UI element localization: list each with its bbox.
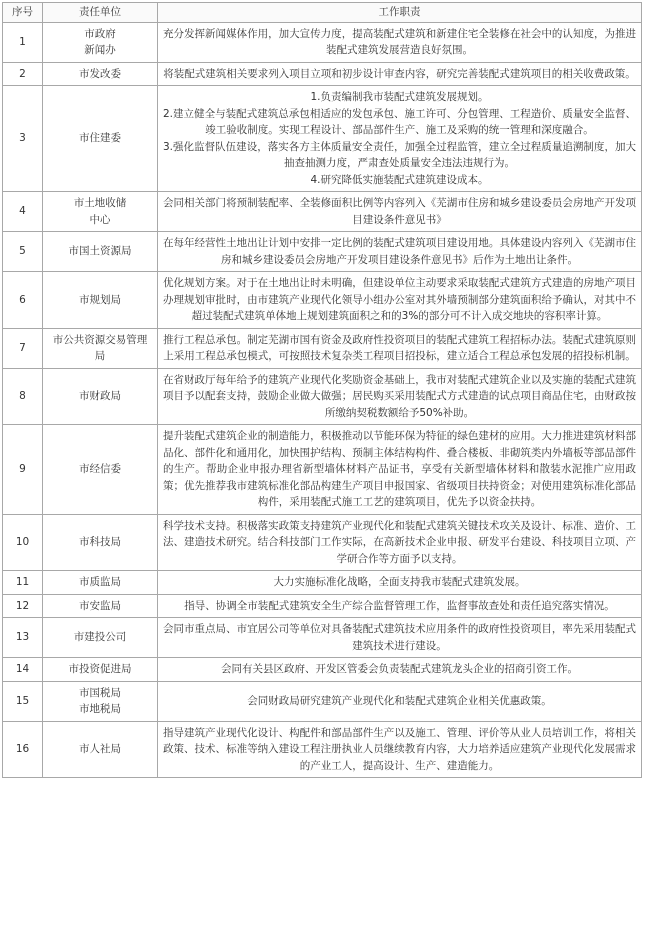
table-row	[3, 658, 642, 682]
duty-paragraph: 会同市重点局、市宜居公司等单位对具备装配式建筑技术应用条件的政府性投资项目，率先采用装配式建筑技术进行建设。	[163, 623, 636, 652]
duty-description	[158, 618, 642, 658]
unit-name-line: 市政府	[84, 27, 116, 40]
table-row	[3, 425, 642, 515]
duty-paragraph: 将装配式建筑相关要求列入项目立项和初步设计审查内容，研究完善装配式建筑项目的相关收费政策。	[163, 67, 636, 80]
serial-number: 8	[3, 368, 43, 425]
table-row	[3, 594, 642, 618]
duty-paragraph: 在省财政厅每年给予的建筑产业现代化奖励资金基础上，我市对装配式建筑企业以及实施的装配式建筑项目予以配套支持，鼓励企业做大做强；居民购买采用装配式方式建造的试点项目商品住宅，由财政按所缴纳契税数额给予50%补助。	[163, 373, 636, 419]
responsible-unit	[43, 618, 158, 658]
duty-paragraph: 推行工程总承包。制定芜湖市国有资金及政府性投资项目的装配式建筑工程招标办法。装配式建筑原则上采用工程总承包模式，可按照技术复杂类工程项目招投标，建立适合工程总承包发展的招投标机制。	[163, 333, 636, 362]
table-row	[3, 328, 642, 368]
responsible-unit	[43, 328, 158, 368]
table-row	[3, 62, 642, 86]
duty-paragraph: 提升装配式建筑企业的制造能力，积极推动以节能环保为特征的绿色建材的应用。大力推进建筑材料部品化、部件化和通用化，加快围护结构、预制主体结构构件、叠合楼板、非砌筑类内外墙板等部品部件的生产。帮助企业申报办理省新型墙体材料产品证书，享受有关新型墙体材料和散装水泥推广应用政策；优先推荐我市建筑标准化部品构建生产项目申报国家、省级项目扶持资金；对使用建筑标准化部品构件，采用装配式施工工艺的建筑项目，优先予以资金扶持。	[163, 430, 636, 508]
responsible-unit	[43, 514, 158, 571]
duty-paragraph: 在每年经营性土地出让计划中安排一定比例的装配式建筑项目建设用地。具体建设内容列入《芜湖市住房和城乡建设委员会房地产开发项目建设条件意见书》后作为土地出让条件。	[163, 237, 636, 266]
serial-number: 14	[3, 658, 43, 682]
responsible-unit	[43, 62, 158, 86]
unit-name-line: 市投资促进局	[68, 663, 132, 675]
table-row	[3, 232, 642, 272]
duty-paragraph: 会同有关县区政府、开发区管委会负责装配式建筑龙头企业的招商引资工作。	[221, 663, 578, 675]
serial-number: 9	[3, 425, 43, 515]
unit-name-line: 市科技局	[79, 536, 121, 548]
duty-paragraph: 2.建立健全与装配式建筑总承包相适应的发包承包、施工许可、分包管理、工程造价、质量安全监督、竣工验收制度。实现工程设计、部品部件生产、施工及采购的统一管理和深度融合。	[163, 107, 636, 136]
duty-paragraph: 会同财政局研究建筑产业现代化和装配式建筑企业相关优惠政策。	[247, 694, 552, 707]
duty-paragraph: 指导建筑产业现代化设计、构配件和部品部件生产以及施工、管理、评价等从业人员培训工作，将相关政策、技术、标准等纳入建设工程注册执业人员继续教育内容，大力培养适应建筑产业现代化发展需求的产业工人，提高设计、生产、建造能力。	[163, 726, 636, 772]
unit-name-line: 市财政局	[79, 390, 121, 402]
table-row	[3, 514, 642, 571]
unit-name-line: 市住建委	[79, 132, 121, 145]
serial-number: 13	[3, 618, 43, 658]
duty-paragraph: 会同相关部门将预制装配率、全装修面积比例等内容列入《芜湖市住房和城乡建设委员会房地产开发项目建设条件意见书》	[163, 197, 636, 226]
serial-number: 4	[3, 192, 43, 232]
table-row	[3, 272, 642, 329]
serial-number: 16	[3, 721, 43, 778]
responsible-unit	[43, 368, 158, 425]
duty-paragraph: 优化规划方案。对于在土地出让时未明确，但建设单位主动要求采取装配式建筑方式建造的房地产项目办理规划审批时，由市建筑产业现代化领导小组办公室对其外墙预制部分建筑面积给予确认，对其中不超过装配式建筑单体地上规划建筑面积之和的3%的部分可不计入成交地块的容积率计算。	[163, 277, 636, 322]
header-duties: 工作职责	[158, 3, 642, 23]
duty-description	[158, 22, 642, 62]
table-row	[3, 368, 642, 425]
duty-description	[158, 86, 642, 192]
table-row	[3, 571, 642, 595]
duty-description	[158, 328, 642, 368]
unit-name-line: 市地税局	[79, 703, 121, 715]
header-serial-number: 序号	[3, 3, 43, 23]
responsible-unit	[43, 594, 158, 618]
responsible-unit	[43, 721, 158, 778]
serial-number: 15	[3, 681, 43, 721]
unit-name-line: 市质监局	[79, 576, 121, 588]
unit-name-line: 市经信委	[79, 463, 121, 475]
responsible-unit	[43, 658, 158, 682]
table-row	[3, 618, 642, 658]
serial-number: 10	[3, 514, 43, 571]
table-row	[3, 22, 642, 62]
responsible-unit	[43, 86, 158, 192]
duty-paragraph: 1.负责编制我市装配式建筑发展规划。	[310, 91, 489, 103]
serial-number: 5	[3, 232, 43, 272]
responsible-unit	[43, 232, 158, 272]
responsibility-table	[2, 2, 642, 778]
unit-name-line: 市规划局	[79, 293, 121, 306]
duty-paragraph: 3.强化监督队伍建设，落实各方主体质量安全责任，加强全过程监管，建立全过程质量追溯制度，加大抽查抽测力度，严肃查处质量安全违法违规行为。	[163, 140, 636, 169]
serial-number: 2	[3, 62, 43, 86]
table-row	[3, 681, 642, 721]
unit-name-line: 市国税局	[79, 686, 121, 699]
duty-paragraph: 充分发挥新闻媒体作用，加大宣传力度，提高装配式建筑和新建住宅全装修在社会中的认知度，为推进装配式建筑发展营造良好氛围。	[163, 27, 636, 56]
serial-number: 6	[3, 272, 43, 329]
unit-name-line: 市建投公司	[73, 631, 127, 644]
unit-name-line: 市人社局	[79, 743, 121, 755]
serial-number: 7	[3, 328, 43, 368]
unit-name-line: 中心	[89, 213, 111, 226]
unit-name-line: 市公共资源交易管理局	[52, 333, 148, 362]
duty-description	[158, 658, 642, 682]
duty-description	[158, 681, 642, 721]
responsible-unit	[43, 192, 158, 232]
unit-name-line: 市土地收储	[73, 197, 127, 209]
duty-paragraph: 指导、协调全市装配式建筑安全生产综合监督管理工作，监督事故查处和责任追究落实情况。	[184, 599, 615, 612]
serial-number: 1	[3, 22, 43, 62]
duty-description	[158, 62, 642, 86]
header-row	[3, 3, 642, 23]
responsible-unit	[43, 22, 158, 62]
duty-description	[158, 571, 642, 595]
duty-description	[158, 272, 642, 329]
serial-number: 11	[3, 571, 43, 595]
duty-description	[158, 368, 642, 425]
serial-number: 12	[3, 594, 43, 618]
duty-description	[158, 192, 642, 232]
duty-description	[158, 425, 642, 515]
unit-name-line: 市国土资源局	[68, 245, 132, 258]
duty-description	[158, 232, 642, 272]
responsible-unit	[43, 571, 158, 595]
duty-paragraph: 科学技术支持。积极落实政策支持建筑产业现代化和装配式建筑关键技术攻关及设计、标准、造价、工法、建造技术研究。结合科技部门工作实际，在高新技术企业申报、研发平台建设、科技项目立项、产学研合作等方面予以支持。	[163, 519, 636, 565]
header-responsible-unit: 责任单位	[43, 3, 158, 23]
unit-name-line: 新闻办	[84, 44, 116, 56]
responsible-unit	[43, 425, 158, 515]
duty-description	[158, 594, 642, 618]
table-row	[3, 86, 642, 192]
unit-name-line: 市发改委	[79, 67, 121, 80]
table-row	[3, 192, 642, 232]
responsible-unit	[43, 272, 158, 329]
serial-number: 3	[3, 86, 43, 192]
table-row	[3, 721, 642, 778]
responsible-unit	[43, 681, 158, 721]
duty-description	[158, 721, 642, 778]
duty-description	[158, 514, 642, 571]
duty-paragraph: 4.研究降低实施装配式建筑建设成本。	[310, 173, 489, 186]
duty-paragraph: 大力实施标准化战略，全面支持我市装配式建筑发展。	[273, 576, 526, 588]
unit-name-line: 市安监局	[79, 599, 121, 612]
